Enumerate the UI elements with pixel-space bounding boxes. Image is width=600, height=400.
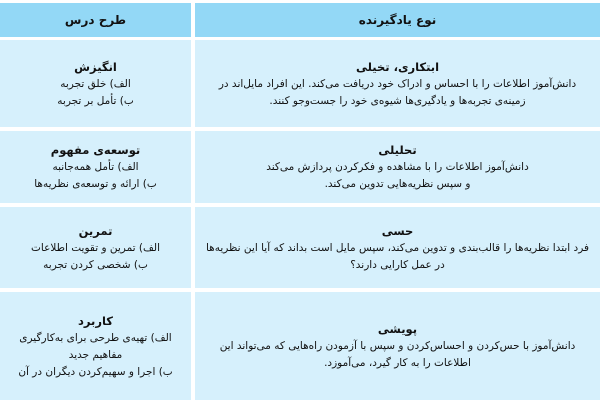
lesson-plan-line: الف) تهیه‌ی طرحی برای به‌کارگیری xyxy=(19,331,172,344)
learner-type-desc-line: فرد ابتدا نظریه‌ها را قالب‌بندی و تدوین می‌کند، سپس مایل است بداند که آیا این نظریه‌ها xyxy=(205,241,590,254)
header-learner-type-label: نوع یادگیرنده xyxy=(358,13,437,27)
lesson-plan-line: الف) خلق تجربه xyxy=(60,77,131,90)
lesson-plan-line: ب) شخصی کردن تجربه xyxy=(43,258,148,271)
row-4-learner-type xyxy=(195,292,600,400)
lesson-plan-title: توسعه‌ی مفهوم xyxy=(50,143,141,157)
learner-type-desc-line: دانش‌آموز اطلاعات را با مشاهده و فکرکردن پردازش می‌کند xyxy=(266,161,529,173)
learner-type-desc-line: در عمل کارایی دارند؟ xyxy=(350,258,445,271)
lesson-plan-line: الف) تمرین و تقویت اطلاعات xyxy=(31,241,160,254)
header-lesson-plan-label: طرح درس xyxy=(64,13,127,27)
row-1-lesson-plan xyxy=(0,40,191,127)
row-1-learner-type xyxy=(195,40,600,127)
lesson-plan-line: ب) اجرا و سهیم‌کردن دیگران در آن xyxy=(18,365,173,378)
learner-type-desc-line: دانش‌آموز اطلاعات را با احساس و ادراک خود دریافت می‌کند. این افراد مایل‌اند در xyxy=(218,77,577,90)
learner-type-desc-line: دانش‌آموز با حس‌کردن و احساس‌کردن و سپس با آزمودن راه‌هایی که می‌تواند این xyxy=(219,340,576,352)
lesson-plan-title: کاربرد xyxy=(78,313,113,328)
learner-type-title: تحلیلی xyxy=(378,143,417,157)
header-learner-type xyxy=(195,3,600,37)
row-3-learner-type xyxy=(195,207,600,288)
lesson-plan-line: مفاهیم جدید xyxy=(68,348,123,361)
row-2-lesson-plan xyxy=(0,131,191,203)
lesson-plan-title: انگیزش xyxy=(74,59,117,74)
lesson-plan-line: ب) ارائه و توسعه‌ی نظریه‌ها xyxy=(34,178,157,190)
learner-type-desc-line: و سپس نظریه‌هایی تدوین می‌کند. xyxy=(324,178,471,190)
lesson-plan-title: تمرین xyxy=(78,223,113,238)
lesson-plan-line: الف) تأمل همه‌جانبه xyxy=(52,161,139,173)
row-3-lesson-plan xyxy=(0,207,191,288)
learner-type-desc-line: اطلاعات را به کار گیرد، می‌آموزد. xyxy=(324,357,471,369)
row-4-lesson-plan xyxy=(0,292,191,400)
learner-type-title: ابتکاری، تخیلی xyxy=(355,59,440,74)
lesson-plan-line: ب) تأمل بر تجربه xyxy=(57,94,134,107)
header-lesson-plan xyxy=(0,3,191,37)
learner-type-title: حسی xyxy=(381,223,414,238)
learner-type-title: پویشی xyxy=(377,322,418,336)
row-2-learner-type xyxy=(195,131,600,203)
learner-type-desc-line: زمینه‌ی تجربه‌ها و یادگیری‌ها شیوه‌ی خود را جست‌وجو کنند. xyxy=(269,94,526,107)
